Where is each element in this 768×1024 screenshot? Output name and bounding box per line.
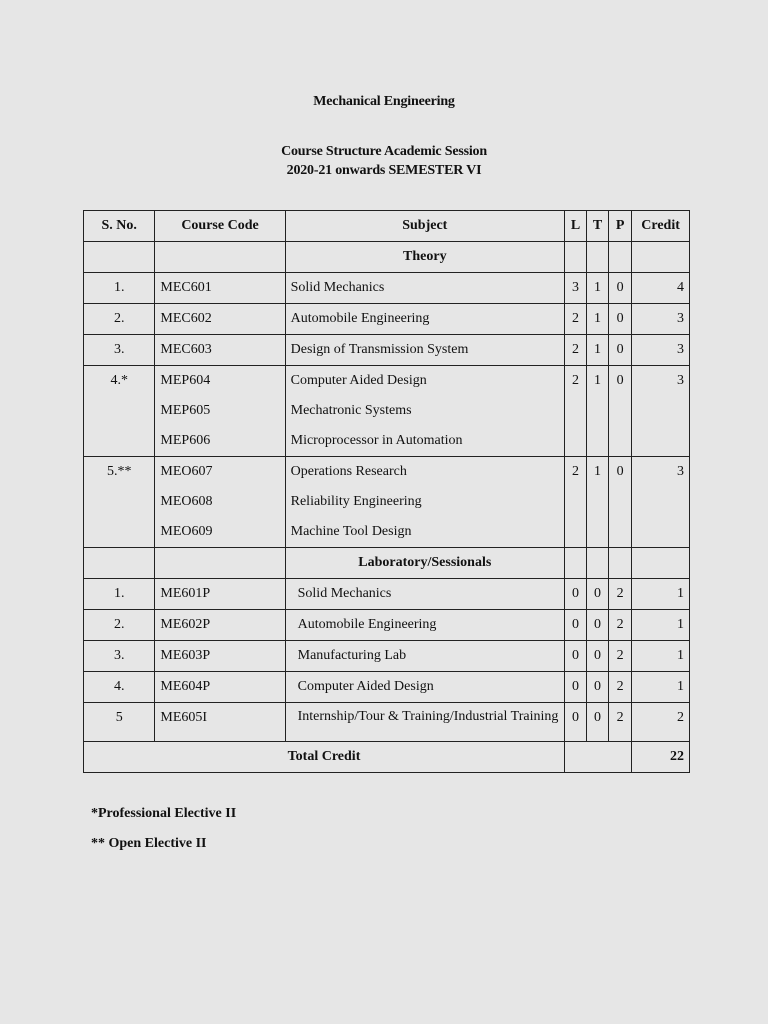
elective-code: MEP605 [160, 403, 211, 418]
t-cell: 1 [587, 273, 609, 304]
elective-subject: Mechatronic Systems [290, 403, 412, 418]
credit-cell: 3 [632, 335, 690, 366]
header-l: L [564, 211, 586, 242]
sno-cell: 2. [84, 304, 155, 335]
theory-label: Theory [285, 242, 564, 273]
l-cell: 0 [564, 641, 586, 672]
department-title: Mechanical Engineering [313, 94, 455, 109]
header-p: P [609, 211, 632, 242]
table-row [84, 610, 690, 641]
sno-cell: 1. [84, 273, 155, 304]
elective-subject: Operations Research [290, 464, 407, 479]
l-cell: 0 [564, 610, 586, 641]
l-cell: 0 [564, 703, 586, 742]
p-cell: 2 [609, 610, 632, 641]
session-title-line2: 2020-21 onwards SEMESTER VI [286, 163, 482, 178]
credit-cell: 1 [632, 579, 690, 610]
total-credit-label: Total Credit [84, 742, 565, 773]
table-row [84, 703, 690, 742]
subject-cell: Solid Mechanics [285, 273, 564, 304]
lab-section-row [84, 548, 690, 579]
sno-cell: 3. [84, 641, 155, 672]
lab-label: Laboratory/Sessionals [285, 548, 564, 579]
credit-cell: 1 [632, 641, 690, 672]
p-cell: 0 [609, 273, 632, 304]
sno-cell: 4. [84, 672, 155, 703]
course-code-cell: ME604P [155, 672, 285, 703]
p-cell: 0 [609, 304, 632, 335]
t-cell: 1 [587, 457, 609, 548]
subject-cell [285, 457, 564, 548]
table-row [84, 335, 690, 366]
l-cell: 2 [564, 335, 586, 366]
professional-elective-row [84, 366, 690, 457]
credit-cell: 3 [632, 304, 690, 335]
credit-cell: 2 [632, 703, 690, 742]
t-cell: 0 [587, 579, 609, 610]
professional-elective-note: *Professional Elective II [91, 806, 237, 821]
total-credit-row [84, 742, 690, 773]
subject-cell: Design of Transmission System [285, 335, 564, 366]
subject-cell: Internship/Tour & Training/Industrial Training [285, 703, 564, 742]
p-cell: 0 [609, 335, 632, 366]
table-row [84, 579, 690, 610]
sno-cell: 4.* [84, 366, 155, 457]
t-cell: 1 [587, 304, 609, 335]
table-row [84, 641, 690, 672]
sno-cell: 1. [84, 579, 155, 610]
credit-cell: 3 [632, 366, 690, 457]
elective-code: MEO608 [160, 494, 213, 509]
t-cell: 0 [587, 672, 609, 703]
course-structure-table [83, 210, 690, 773]
t-cell: 1 [587, 335, 609, 366]
subject-cell: Automobile Engineering [285, 304, 564, 335]
subject-cell: Computer Aided Design [285, 672, 564, 703]
t-cell: 0 [587, 610, 609, 641]
header-credit: Credit [632, 211, 690, 242]
p-cell: 0 [609, 457, 632, 548]
course-code-cell: ME605I [155, 703, 285, 742]
l-cell: 2 [564, 457, 586, 548]
elective-subject: Machine Tool Design [290, 524, 412, 539]
t-cell: 0 [587, 641, 609, 672]
elective-code: MEP604 [160, 373, 211, 388]
elective-subject: Reliability Engineering [290, 494, 422, 509]
header-t: T [587, 211, 609, 242]
sno-cell: 5.** [84, 457, 155, 548]
l-cell: 2 [564, 366, 586, 457]
theory-section-row [84, 242, 690, 273]
header-subject: Subject [285, 211, 564, 242]
l-cell: 2 [564, 304, 586, 335]
t-cell: 0 [587, 703, 609, 742]
elective-code: MEP606 [160, 433, 211, 448]
p-cell: 2 [609, 641, 632, 672]
total-credit-value: 22 [632, 742, 690, 773]
header-sno: S. No. [84, 211, 155, 242]
subject-cell: Automobile Engineering [285, 610, 564, 641]
p-cell: 2 [609, 672, 632, 703]
elective-code: MEO609 [160, 524, 213, 539]
l-cell: 0 [564, 579, 586, 610]
table-row [84, 672, 690, 703]
open-elective-note: ** Open Elective II [91, 836, 207, 851]
subject-cell: Manufacturing Lab [285, 641, 564, 672]
l-cell: 3 [564, 273, 586, 304]
l-cell: 0 [564, 672, 586, 703]
subject-cell: Solid Mechanics [285, 579, 564, 610]
course-code-cell: MEC602 [155, 304, 285, 335]
open-elective-row [84, 457, 690, 548]
sno-cell: 5 [84, 703, 155, 742]
credit-cell: 3 [632, 457, 690, 548]
elective-subject: Computer Aided Design [290, 373, 427, 388]
course-code-cell: ME602P [155, 610, 285, 641]
t-cell: 1 [587, 366, 609, 457]
header-row [84, 211, 690, 242]
p-cell: 2 [609, 703, 632, 742]
credit-cell: 1 [632, 610, 690, 641]
subject-cell [285, 366, 564, 457]
course-code-cell [155, 457, 285, 548]
credit-cell: 4 [632, 273, 690, 304]
table-row [84, 273, 690, 304]
course-code-cell [155, 366, 285, 457]
course-code-cell: MEC601 [155, 273, 285, 304]
course-code-cell: MEC603 [155, 335, 285, 366]
elective-subject: Microprocessor in Automation [290, 433, 463, 448]
session-title-line1: Course Structure Academic Session [281, 144, 487, 159]
elective-code: MEO607 [160, 464, 213, 479]
p-cell: 0 [609, 366, 632, 457]
course-code-cell: ME603P [155, 641, 285, 672]
course-code-cell: ME601P [155, 579, 285, 610]
credit-cell: 1 [632, 672, 690, 703]
table-row [84, 304, 690, 335]
sno-cell: 2. [84, 610, 155, 641]
p-cell: 2 [609, 579, 632, 610]
sno-cell: 3. [84, 335, 155, 366]
header-course-code: Course Code [155, 211, 285, 242]
